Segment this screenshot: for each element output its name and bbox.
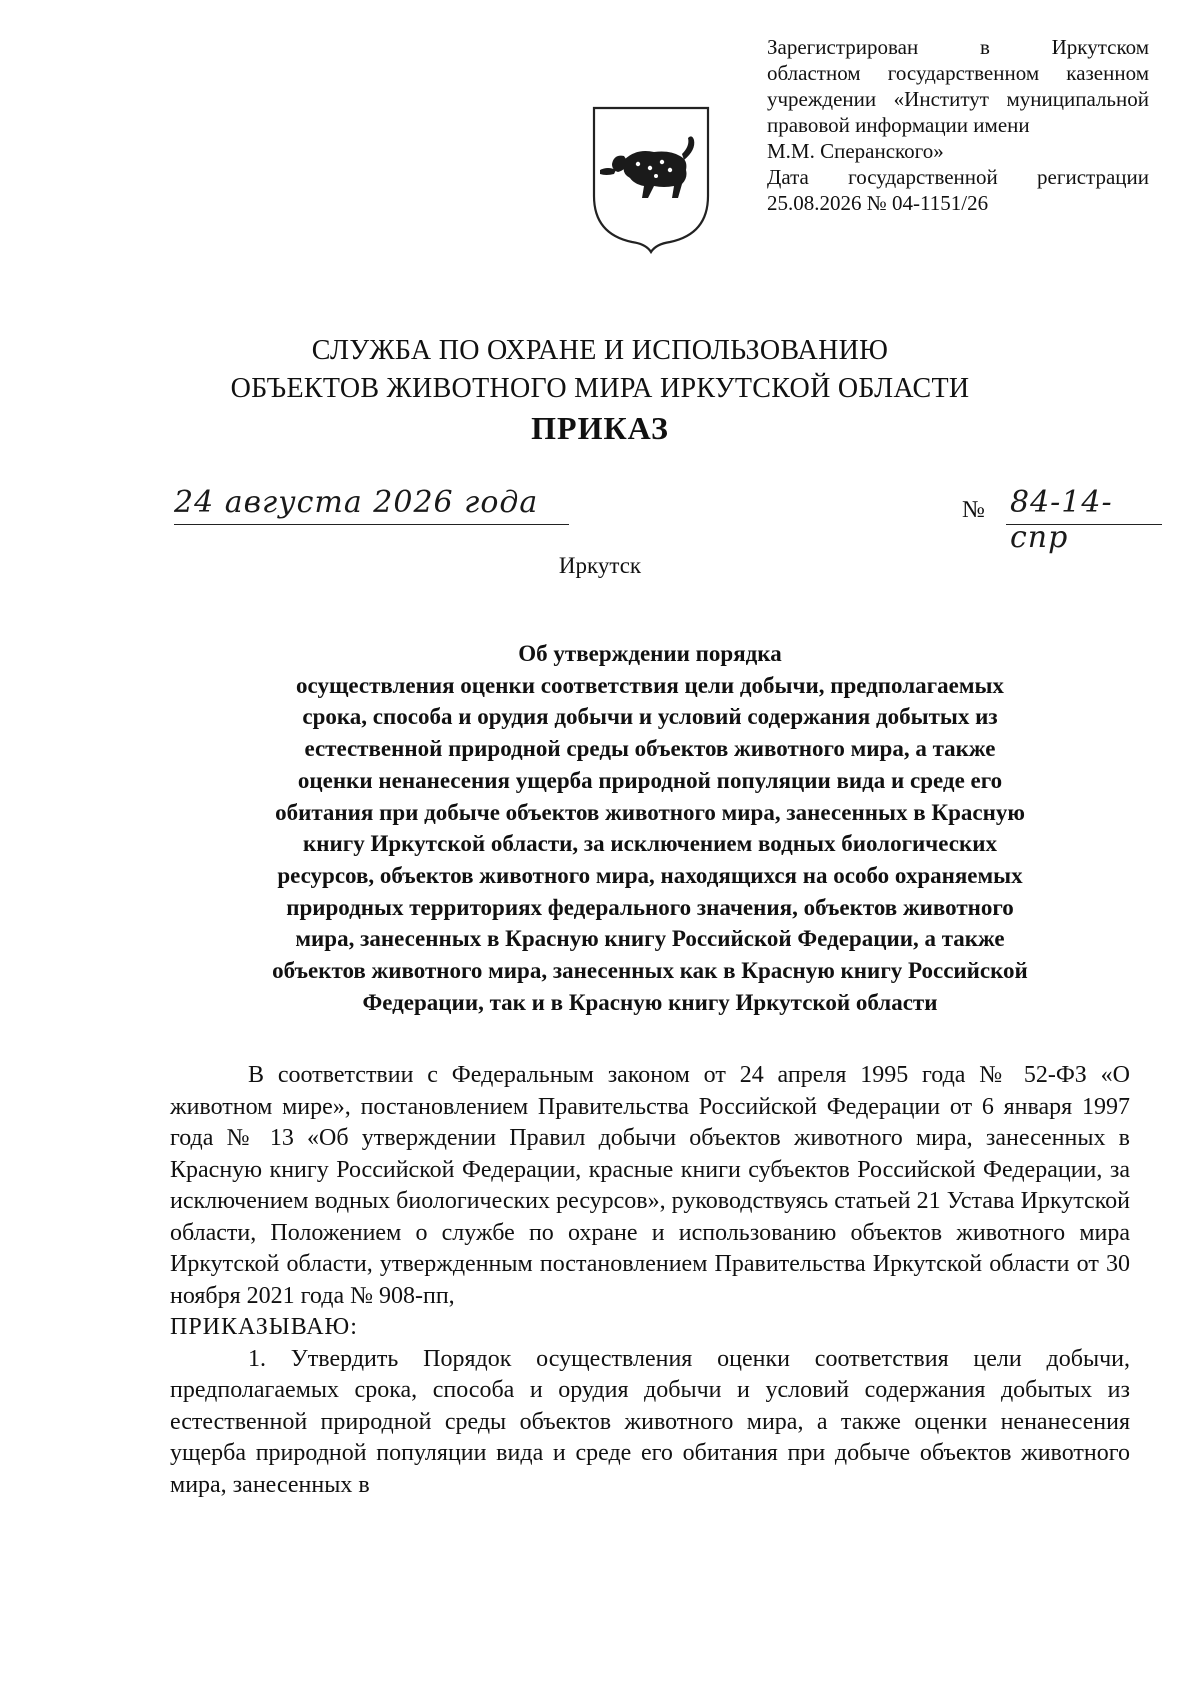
- document-body: [170, 1060, 1130, 1501]
- subject-line: Федерации, так и в Красную книгу Иркутской области: [362, 989, 938, 1015]
- date-handwritten: 24 августа 2026 года: [174, 485, 539, 520]
- subject-line: книгу Иркутской области, за исключением водных биологических: [303, 831, 997, 857]
- registration-stamp: [767, 34, 1149, 216]
- agency-name-line2: ОБЪЕКТОВ ЖИВОТНОГО МИРА ИРКУТСКОЙ ОБЛАСТИ: [230, 373, 970, 404]
- subject-line: ресурсов, объектов животного мира, находящихся на особо охраняемых: [277, 862, 1023, 888]
- subject-line: объектов животного мира, занесенных как в Красную книгу Российской: [272, 958, 1028, 984]
- number-label: №: [962, 497, 985, 523]
- document-date: [174, 485, 569, 529]
- document-type-title: ПРИКАЗ: [531, 410, 669, 446]
- decree-word: ПРИКАЗЫВАЮ:: [170, 1314, 358, 1340]
- registration-line: Зарегистрирован в Иркутском: [767, 35, 1149, 59]
- registration-line: областном государственном казенном: [767, 61, 1149, 85]
- registration-number: 25.08.2026 № 04-1151/26: [767, 191, 989, 215]
- subject-line: Об утверждении порядка: [518, 641, 782, 666]
- registration-line: Дата государственной регистрации: [767, 165, 1149, 189]
- number-underline: [1006, 524, 1162, 525]
- subject-line: естественной природной среды объектов животного мира, а также: [304, 736, 996, 762]
- registration-line: М.М. Сперанского»: [767, 139, 944, 163]
- date-underline: [174, 524, 569, 525]
- subject-line: природных территориях федерального значения, объектов животного: [286, 894, 1014, 920]
- agency-name: [0, 332, 1200, 408]
- number-handwritten: 84-14-спр: [1010, 485, 1113, 555]
- document-subject: [170, 638, 1130, 1018]
- irkutsk-coat-of-arms-icon: [590, 104, 712, 254]
- document-number: [962, 485, 1162, 555]
- city-name: Иркутск: [558, 553, 642, 578]
- subject-line: обитания при добыче объектов животного мира, занесенных в Красную: [275, 799, 1025, 825]
- item-1-paragraph: 1. Утвердить Порядок осуществления оценки соответствия цели добычи, предполагаемых срока, способа и орудия добычи и условий содержания добытых из естественной природной среды объектов животного мира, а также оценки ненанесения ущерба природной популяции вида и среде его обитания при добыче объектов животного мира, занесенных в: [170, 1345, 1130, 1498]
- registration-line: учреждении «Институт муниципальной: [767, 87, 1149, 111]
- registration-line: правовой информации имени: [767, 113, 1030, 137]
- subject-line: оценки ненанесения ущерба природной популяции вида и среде его: [297, 767, 1003, 793]
- preamble-paragraph: В соответствии с Федеральным законом от 24 апреля 1995 года № 52-ФЗ «О животном мире», постановлением Правительства Российской Федерации от 6 января 1997 года № 13 «Об утверждении Правил добычи объектов животного мира, занесенных в Красную книгу Российской Федерации, красные книги субъектов Российской Федерации, за исключением водных биологических ресурсов», руководствуясь статьей 21 Устава Иркутской области, Положением о службе по охране и использованию объектов животного мира Иркутской области, утвержденным постановлением Правительства Иркутской области от 30 ноября 2021 года № 908-пп,: [170, 1062, 1130, 1309]
- subject-line: осуществления оценки соответствия цели добычи, предполагаемых: [296, 672, 1004, 698]
- subject-line: срока, способа и орудия добычи и условий содержания добытых из: [302, 704, 998, 730]
- subject-line: мира, занесенных в Красную книгу Российской Федерации, а также: [295, 926, 1005, 952]
- agency-name-line1: СЛУЖБА ПО ОХРАНЕ И ИСПОЛЬЗОВАНИЮ: [311, 335, 889, 366]
